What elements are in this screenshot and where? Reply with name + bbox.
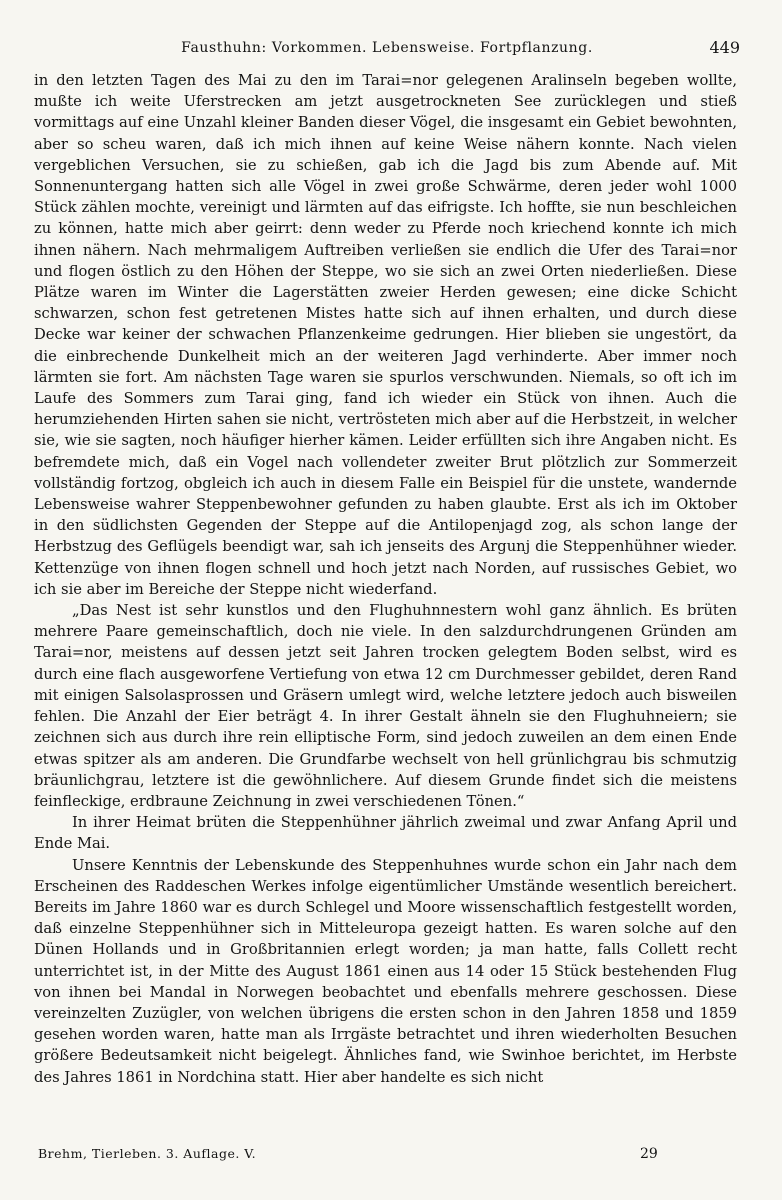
paragraph: „Das Nest ist sehr kunstlos und den Flughuhnnestern wohl ganz ähnlich. Es brüten mehrere Paare gemeinschaftlich, doch nie viele. In den salzdurchdrungenen Gründen am Tarai=nor, meistens auf dessen jetzt seit Jahren trocken gelegtem Boden selbst, wird es durch eine flach ausgeworfene Vertiefung von etwa 12 cm Durchmesser gebildet, deren Rand mit einigen Salsolasprossen und Gräsern umlegt wird, welche letztere jedoch auch bisweilen fehlen. Die Anzahl der Eier beträgt 4. In ihrer Gestalt ähneln sie den Flughuhneiern; sie zeichnen sich aus durch ihre rein elliptische Form, sind jedoch zuweilen an dem einen Ende etwas spitzer als am anderen. Die Grundfarbe wechselt von hell grünlichgrau bis schmutzig bräunlichgrau, letztere ist die gewöhnlichere. Auf diesem Grunde findet sich die meistens feinfleckige, erdbraune Zeichnung in zwei verschiedenen Tönen.“ xyxy=(34,602,737,810)
paragraph: In ihrer Heimat brüten die Steppenhühner jährlich zweimal und zwar Anfang April und Ende Mai. xyxy=(34,814,737,853)
page-number: 449 xyxy=(709,38,740,57)
sheet-signature: 29 xyxy=(640,1146,658,1162)
page-header xyxy=(34,36,740,62)
imprint-line: Brehm, Tierleben. 3. Auflage. V. xyxy=(38,1146,257,1161)
body-text xyxy=(34,70,737,1088)
page-footer xyxy=(34,1146,740,1166)
running-title: Fausthuhn: Vorkommen. Lebensweise. Fortpflanzung. xyxy=(181,40,593,56)
paragraph: in den letzten Tagen des Mai zu den im Tarai=nor gelegenen Aralinseln begeben wollte, mußte ich weite Uferstrecken am jetzt ausgetrockneten See zurücklegen und stieß vormittags auf eine Unzahl kleiner Banden dieser Vögel, die insgesamt ein Gebiet bewohnten, aber so scheu waren, daß ich mich ihnen auf keine Weise nähern konnte. Nach vielen vergeblichen Versuchen, sie zu schießen, gab ich die Jagd bis zum Abende auf. Mit Sonnenuntergang hatten sich alle Vögel in zwei große Schwärme, deren jeder wohl 1000 Stück zählen mochte, vereinigt und lärmten auf das eifrigste. Ich hoffte, sie nun beschleichen zu können, hatte mich aber geirrt: denn weder zu Pferde noch kriechend konnte ich mich ihnen nähern. Nach mehrmaligem Auftreiben verließen sie endlich die Ufer des Tarai=nor und flogen östlich zu den Höhen der Steppe, wo sie sich an zwei Orten niederließen. Diese Plätze waren im Winter die Lagerstätten zweier Herden gewesen; eine dicke Schicht schwarzen, schon fest getretenen Mistes hatte sich auf ihnen erhalten, und durch diese Decke war keiner der schwachen Pflanzenkeime gedrungen. Hier blieben sie ungestört, da die einbrechende Dunkelheit mich an der weiteren Jagd verhinderte. Aber immer noch lärmten sie fort. Am nächsten Tage waren sie spurlos verschwunden. Niemals, so oft ich im Laufe des Sommers zum Tarai ging, fand ich wieder ein Stück von ihnen. Auch die herumziehenden Hirten sahen sie nicht, vertrösteten mich aber auf die Herbstzeit, in welcher sie, wie sie sagten, noch häufiger hierher kämen. Leider erfüllten sich ihre Angaben nicht. Es befremdete mich, daß ein Vogel nach vollendeter zweiter Brut plötzlich zur Sommerzeit vollständig fortzog, obgleich ich auch in diesem Falle ein Beispiel für die unstete, wandernde Lebensweise wahrer Steppenbewohner gefunden zu haben glaubte. Erst als ich im Oktober in den südlichsten Gegenden der Steppe auf die Antilopenjagd zog, als schon lange der Herbstzug des Geflügels beendigt war, sah ich jenseits des Argunj die Steppenhühner wieder. Kettenzüge von ihnen flogen schnell und hoch jetzt nach Norden, auf russisches Gebiet, wo ich sie aber im Bereiche der Steppe nicht wiederfand. xyxy=(34,72,737,598)
paragraph: Unsere Kenntnis der Lebenskunde des Steppenhuhnes wurde schon ein Jahr nach dem Erscheinen des Raddeschen Werkes infolge eigentümlicher Umstände wesentlich bereichert. Bereits im Jahre 1860 war es durch Schlegel und Moore wissenschaftlich festgestellt worden, daß einzelne Steppenhühner sich in Mitteleuropa gezeigt hatten. Es waren solche auf den Dünen Hollands und in Großbritannien erlegt worden; ja man hatte, falls Collett recht unterrichtet ist, in der Mitte des August 1861 einen aus 14 oder 15 Stück bestehenden Flug von ihnen bei Mandal in Norwegen beobachtet und ebenfalls mehrere geschossen. Diese vereinzelten Zuzügler, von welchen übrigens die ersten schon in den Jahren 1858 und 1859 gesehen worden waren, hatte man als Irrgäste betrachtet und ihren wiederholten Besuchen größere Bedeutsamkeit nicht beigelegt. Ähnliches fand, wie Swinhoe berichtet, im Herbste des Jahres 1861 in Nordchina statt. Hier aber handelte es sich nicht xyxy=(34,856,737,1086)
